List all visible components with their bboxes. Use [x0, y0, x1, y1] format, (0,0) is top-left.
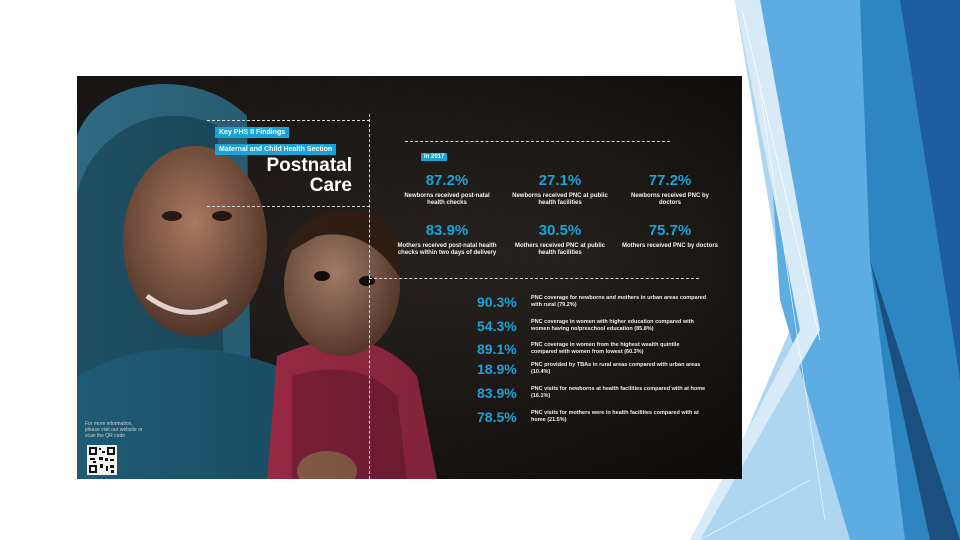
stat-desc: Mothers received post-natal health checks within two days of delivery [397, 243, 497, 256]
poster-card [77, 76, 742, 479]
key-findings-tag: Key PHS II Findings [215, 127, 289, 138]
poster-title [247, 156, 352, 196]
finding-desc: PNC coverage in women from the highest wealth quintile compared with women from lowest (60.3%) [531, 342, 680, 355]
stat-value: 87.2% [425, 172, 469, 189]
year-tag: In 2017 [421, 153, 447, 161]
stat-value: 83.9% [425, 222, 469, 239]
finding-value: 54.3% [477, 318, 517, 334]
finding-desc: PNC provided by TBAs in rural areas compared with urban areas (10.4%) [531, 362, 701, 375]
stat-item [620, 173, 720, 207]
stat-item [397, 223, 497, 257]
finding-row [477, 318, 707, 340]
divider-line [207, 120, 370, 121]
finding-row [477, 294, 707, 316]
finding-row [477, 361, 707, 383]
more-info-text: For more information, please visit our website or scan the QR code [85, 421, 143, 439]
divider-line [405, 141, 670, 142]
stat-item [510, 223, 610, 257]
stat-desc: Newborns received post-natal health checks [404, 193, 490, 206]
qr-code-icon[interactable] [87, 445, 117, 475]
finding-desc: PNC visits for mothers were in health facilities compared with at home (21.5%) [531, 410, 699, 423]
stat-item [510, 173, 610, 207]
poster-title-line1: Postnatal [266, 155, 352, 176]
stat-value: 27.1% [538, 172, 582, 189]
finding-desc: PNC visits for newborns at health facilities compared with at home (16.1%) [531, 386, 706, 399]
stat-value: 30.5% [538, 222, 582, 239]
stat-desc: Mothers received PNC by doctors [621, 243, 719, 249]
finding-value: 89.1% [477, 341, 517, 357]
finding-desc: PNC coverage in women with higher education compared with women having no/preschool education (85.8%) [531, 319, 694, 332]
divider-line [369, 278, 699, 279]
stat-desc: Newborns received PNC by doctors [630, 193, 710, 206]
stat-item [620, 223, 720, 250]
stat-desc: Mothers received PNC at public health facilities [514, 243, 606, 256]
poster-title-line2: Care [309, 175, 352, 196]
stat-value: 77.2% [648, 172, 692, 189]
finding-row [477, 341, 707, 363]
section-tag: Maternal and Child Health Section [215, 144, 336, 155]
finding-value: 78.5% [477, 409, 517, 425]
stat-desc: Newborns received PNC at public health facilities [512, 193, 608, 206]
finding-desc: PNC coverage for newborns and mothers in urban areas compared with rural (79.2%) [531, 295, 707, 308]
finding-row [477, 409, 707, 431]
finding-value: 18.9% [477, 361, 517, 377]
divider-line [369, 114, 370, 479]
finding-value: 83.9% [477, 385, 517, 401]
stat-item [397, 173, 497, 207]
finding-row [477, 385, 707, 407]
divider-line [207, 206, 370, 207]
stat-value: 75.7% [648, 222, 692, 239]
finding-value: 90.3% [477, 294, 517, 310]
